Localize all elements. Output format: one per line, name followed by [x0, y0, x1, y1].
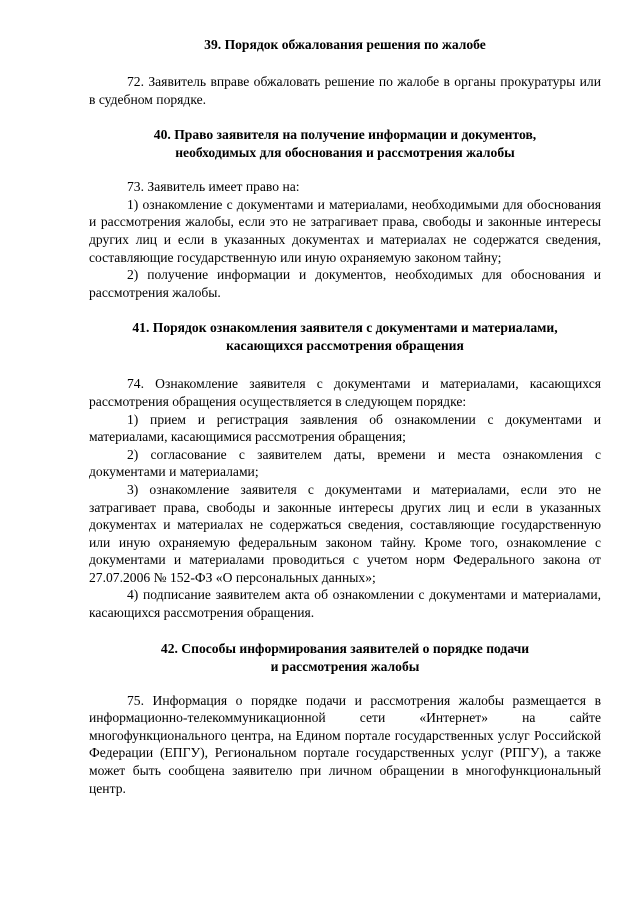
heading-line: 42. Способы информирования заявителей о порядке подачи [160, 640, 530, 656]
section-42 [89, 640, 601, 798]
paragraph: 75. Информация о порядке подачи и рассмотрения жалобы размещается в информационно-телекоммуникационной сети «Интернет» на сайте многофункционального центра, на Едином портале государственных услуг Российской Федерации (ЕПГУ), Региональном портале государственных услуг (РПГУ), а также может быть сообщена заявителю при личном обращении в многофункциональный центр. [89, 692, 601, 796]
paragraph: 1) прием и регистрация заявления об ознакомлении с документами и материалами, касающимися рассмотрения обращения; [89, 411, 601, 445]
heading-line: и рассмотрения жалобы [270, 658, 420, 674]
paragraph: 3) ознакомление заявителя с документами и материалами, если это не затрагивает права, свободы и законные интересы других лиц и если в указанных документах и материалах не содержаться сведения, составляющие государственную или иную охраняемую федеральным законом тайну. Кроме того, ознакомление с документами и материалами проводиться с учетом норм Федерального закона от 27.07.2006 № 152-ФЗ «О персональных данных»; [89, 481, 601, 585]
paragraph: 4) подписание заявителем акта об ознакомлении с документами и материалами, касающихся рассмотрения обращения. [89, 587, 601, 621]
section-39 [89, 36, 601, 108]
section-heading [89, 126, 601, 162]
paragraph: 73. Заявитель имеет право на: [127, 179, 300, 195]
paragraph: 72. Заявитель вправе обжаловать решение по жалобе в органы прокуратуры или в судебном порядке. [89, 74, 601, 107]
paragraph: 74. Ознакомление заявителя с документами и материалами, касающихся рассмотрения обращения осуществляется в следующем порядке: [89, 376, 601, 409]
heading-line: 41. Порядок ознакомления заявителя с документами и материалами, [132, 320, 558, 336]
paragraph: 2) получение информации и документов, необходимых для обоснования и рассмотрения жалобы. [89, 267, 601, 300]
paragraph: 1) ознакомление с документами и материалами, необходимыми для обоснования и рассмотрения жалобы, если это не затрагивает права, свободы и законные интересы других лиц и если в указанных документах и материалах не содержатся сведения, составляющие государственную или иную охраняемую законом тайну; [89, 196, 601, 265]
section-41 [89, 319, 601, 621]
heading-line: касающихся рассмотрения обращения [226, 338, 464, 354]
document-page [89, 36, 601, 797]
section-40 [89, 126, 601, 301]
heading-line: 40. Право заявителя на получение информации и документов, [153, 127, 537, 143]
paragraph: 2) согласование с заявителем даты, времени и места ознакомления с документами и материалами; [89, 446, 601, 480]
section-heading [89, 640, 601, 676]
heading-line: 39. Порядок обжалования решения по жалобе [204, 37, 486, 52]
heading-line: необходимых для обоснования и рассмотрения жалобы [175, 145, 515, 161]
section-heading [89, 319, 601, 355]
section-heading [89, 36, 601, 54]
